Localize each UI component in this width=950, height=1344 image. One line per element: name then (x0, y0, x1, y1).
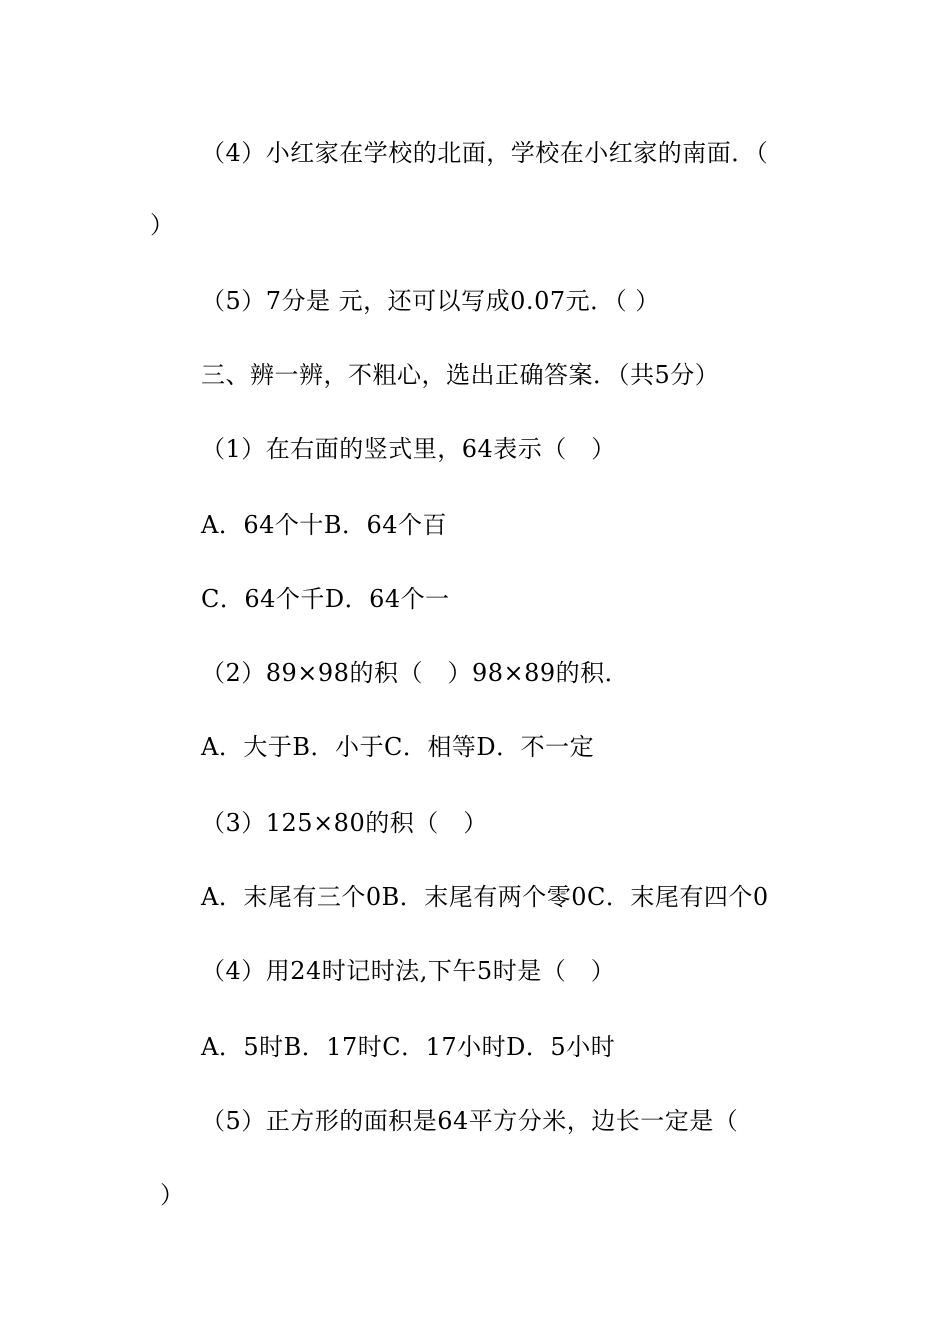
section-3-heading: 三、辨一辨，不粗心，选出正确答案．（共5分） (201, 361, 720, 389)
choice-question-4: （4）用24时记时法,下午5时是（ ） (201, 957, 616, 985)
choice-question-3-options: A．末尾有三个0B．末尾有两个零0C．末尾有四个0 (201, 883, 769, 911)
judgement-item-4-close: ） (150, 211, 175, 239)
choice-question-3: （3）125×80的积（ ） (201, 809, 488, 837)
choice-question-5-close: ） (160, 1181, 185, 1209)
choice-question-1: （1）在右面的竖式里，64表示（ ） (201, 435, 616, 463)
choice-question-1-options-cd: C．64个千D．64个一 (201, 585, 450, 613)
choice-question-1-options-ab: A．64个十B．64个百 (201, 511, 448, 539)
choice-question-5: （5）正方形的面积是64平方分米，边长一定是（ (201, 1107, 739, 1135)
choice-question-2-options: A．大于B．小于C．相等D．不一定 (201, 733, 595, 761)
judgement-item-5: （5）7分是 元，还可以写成0.07元．（ ） (201, 287, 660, 315)
judgement-item-4: （4）小红家在学校的北面，学校在小红家的南面．（ (201, 139, 769, 167)
choice-question-2: （2）89×98的积（ ）98×89的积． (201, 659, 630, 687)
choice-question-4-options: A．5时B．17时C．17小时D．5小时 (201, 1033, 616, 1061)
